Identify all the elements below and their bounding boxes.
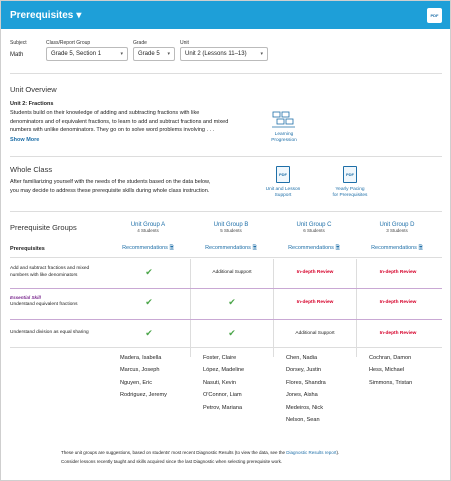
learning-progression-label: Progression bbox=[271, 138, 297, 144]
group-c-header bbox=[274, 222, 354, 233]
recommendations-label: Recommendations bbox=[205, 245, 251, 251]
student-name: Jones, Aisha bbox=[286, 392, 318, 399]
checkmark-icon: ✔ bbox=[145, 266, 153, 277]
document-icon: 🗎 bbox=[335, 245, 340, 251]
yearly-pacing-label: Yearly Pacing bbox=[335, 187, 365, 192]
group-b-header bbox=[191, 222, 271, 233]
student-name: Rodriguez, Jeremy bbox=[120, 392, 167, 399]
cell-in-depth-review: In-depth Review bbox=[296, 299, 334, 305]
page-title-dropdown[interactable] bbox=[10, 10, 81, 21]
subject-label: Subject bbox=[10, 40, 27, 46]
cell-additional-support: Additional Support bbox=[212, 269, 252, 275]
unit-lesson-support-label: Unit and Lesson bbox=[265, 187, 301, 192]
student-name: Nguyen, Eric bbox=[120, 379, 153, 386]
student-name: Flores, Shandra bbox=[286, 379, 326, 386]
student-name: Chen, Nadia bbox=[286, 355, 318, 361]
unit-select-value: Unit 2 (Lessons 11–13) bbox=[185, 51, 247, 57]
group-d-header bbox=[357, 222, 437, 233]
recommendations-link-b[interactable] bbox=[191, 244, 271, 253]
grade-select-value: Grade 5 bbox=[138, 51, 160, 57]
student-name: Foster, Claire bbox=[203, 355, 237, 361]
skill-text: Add and subtract fractions and mixed bbox=[10, 266, 90, 271]
divider bbox=[10, 288, 442, 289]
student-list-d bbox=[369, 352, 441, 389]
recommendations-label: Recommendations bbox=[122, 245, 168, 251]
recommendations-label: Recommendations bbox=[288, 245, 334, 251]
unit-lesson-support-link[interactable] bbox=[253, 187, 313, 200]
prerequisite-skill bbox=[10, 329, 108, 336]
group-count: 6 Students bbox=[303, 228, 325, 233]
divider bbox=[10, 73, 442, 74]
footer-line-1 bbox=[61, 448, 451, 457]
student-list-c bbox=[286, 352, 356, 426]
whole-class-line: After familiarizing yourself with the needs of the students based on the data below, bbox=[10, 179, 211, 185]
whole-class-description bbox=[10, 178, 265, 195]
prerequisites-column-header: Prerequisites bbox=[10, 246, 45, 252]
skill-text: Understand division as equal sharing bbox=[10, 330, 89, 335]
show-more-link[interactable]: Show More bbox=[10, 137, 40, 143]
divider bbox=[10, 319, 442, 320]
class-select-value: Grade 5, Section 1 bbox=[51, 51, 102, 57]
checkmark-icon: ✔ bbox=[145, 296, 153, 307]
subject-value: Math bbox=[10, 52, 24, 58]
learning-progression-icon[interactable] bbox=[269, 111, 299, 129]
class-select[interactable] bbox=[46, 47, 128, 61]
unit-description bbox=[10, 109, 265, 135]
unit-lesson-support-pdf[interactable] bbox=[276, 166, 290, 183]
student-list-b bbox=[203, 352, 273, 414]
essential-skill-tag: Essential Skill bbox=[10, 295, 41, 300]
cell-in-depth-review: In-depth Review bbox=[379, 299, 417, 305]
whole-class-title: Whole Class bbox=[10, 165, 53, 174]
unit-overview-title: Unit Overview bbox=[10, 85, 57, 94]
cell-check bbox=[108, 261, 190, 283]
prerequisite-groups-title: Prerequisite Groups bbox=[10, 223, 77, 232]
class-label: Class/Report Group bbox=[46, 40, 91, 46]
unit-description-line: denominators and of equivalent fractions, to learn to add and subtract fractions and mixed bbox=[10, 118, 229, 125]
group-count: 3 Students bbox=[386, 228, 408, 233]
footer-note bbox=[61, 448, 451, 466]
cell-check bbox=[108, 291, 190, 313]
grade-label: Grade bbox=[133, 40, 147, 46]
unit-name: Unit 2: Fractions bbox=[10, 101, 54, 107]
learning-progression-link[interactable] bbox=[259, 132, 309, 145]
divider bbox=[10, 211, 442, 212]
footer-text: These unit groups are suggestions, based on students' most recent Diagnostic Results (to view the data, see the bbox=[61, 450, 285, 455]
learning-progression-label: Learning bbox=[274, 132, 294, 137]
yearly-pacing-link[interactable] bbox=[320, 187, 380, 200]
recommendations-link-d[interactable] bbox=[357, 244, 437, 253]
document-icon: 🗎 bbox=[418, 245, 423, 251]
chevron-down-icon: ▾ bbox=[260, 51, 263, 57]
student-name: López, Madeline bbox=[203, 367, 245, 374]
student-name: Dorsey, Justin bbox=[286, 367, 322, 374]
diagnostic-results-report-link[interactable]: Diagnostic Results report bbox=[286, 450, 337, 455]
group-a-header bbox=[108, 222, 188, 233]
cell-check bbox=[191, 322, 273, 344]
pdf-icon: PDF bbox=[276, 166, 290, 183]
student-name: Madera, Isabella bbox=[120, 355, 162, 361]
grade-select[interactable] bbox=[133, 47, 175, 61]
checkmark-icon: ✔ bbox=[228, 296, 236, 307]
student-name: Nasuti, Kevin bbox=[203, 379, 236, 386]
group-name: Unit Group D bbox=[379, 222, 415, 228]
unit-label: Unit bbox=[180, 40, 189, 46]
pdf-icon: PDF bbox=[430, 12, 439, 18]
student-name: Petrov, Mariana bbox=[203, 404, 243, 411]
cell-check bbox=[191, 291, 273, 313]
prerequisite-skill bbox=[10, 294, 108, 308]
cell-additional-support: Additional Support bbox=[295, 330, 335, 336]
document-icon: 🗎 bbox=[252, 245, 257, 251]
unit-description-line: Students build on their knowledge of adding and subtracting fractions with like bbox=[10, 110, 200, 116]
footer-text: ). bbox=[336, 450, 340, 455]
group-count: 4 Students bbox=[137, 228, 159, 233]
page-title: Prerequisites bbox=[10, 9, 74, 21]
prerequisite-skill bbox=[10, 265, 108, 279]
document-icon: 🗎 bbox=[169, 245, 174, 251]
yearly-pacing-label: for Prerequisites bbox=[332, 193, 368, 199]
whole-class-line: you may decide to address these prerequisite skills during whole class instruction. bbox=[10, 187, 210, 194]
recommendations-label: Recommendations bbox=[371, 245, 417, 251]
divider bbox=[10, 257, 442, 258]
checkmark-icon: ✔ bbox=[228, 327, 236, 338]
yearly-pacing-pdf[interactable] bbox=[343, 166, 357, 183]
group-count: 5 Students bbox=[220, 228, 242, 233]
student-name: Medeiros, Nick bbox=[286, 404, 323, 411]
pdf-download-button[interactable] bbox=[427, 8, 442, 23]
chevron-down-icon: ▾ bbox=[76, 9, 82, 21]
pdf-icon: PDF bbox=[343, 166, 357, 183]
cell-in-depth-review: In-depth Review bbox=[379, 269, 417, 275]
chevron-down-icon: ▾ bbox=[120, 51, 123, 57]
student-name: Marcus, Joseph bbox=[120, 367, 160, 374]
divider bbox=[10, 347, 442, 348]
skill-text: numbers with like denominators bbox=[10, 273, 78, 278]
unit-description-line: numbers with unlike denominators. They go on to solve word problems involving . . . bbox=[10, 127, 215, 134]
skill-text: Understand equivalent fractions bbox=[10, 302, 78, 307]
page-header bbox=[1, 1, 450, 29]
student-name: Simmons, Tristan bbox=[369, 379, 413, 386]
student-name: Hess, Michael bbox=[369, 367, 405, 374]
group-name: Unit Group A bbox=[130, 222, 166, 228]
student-name: O'Connor, Liam bbox=[203, 392, 242, 399]
unit-lesson-support-label: Support bbox=[274, 193, 292, 199]
divider bbox=[10, 156, 442, 157]
recommendations-link-a[interactable] bbox=[108, 244, 188, 253]
cell-in-depth-review: In-depth Review bbox=[296, 269, 334, 275]
group-name: Unit Group C bbox=[296, 222, 332, 228]
cell-in-depth-review: In-depth Review bbox=[379, 330, 417, 336]
recommendations-link-c[interactable] bbox=[274, 244, 354, 253]
chevron-down-icon: ▾ bbox=[167, 51, 170, 57]
group-name: Unit Group B bbox=[213, 222, 249, 228]
student-name: Nelson, Sean bbox=[286, 417, 320, 424]
unit-select[interactable] bbox=[180, 47, 268, 61]
cell-check bbox=[108, 322, 190, 344]
student-list-a bbox=[120, 352, 190, 402]
student-name: Cochran, Damon bbox=[369, 355, 412, 361]
checkmark-icon: ✔ bbox=[145, 327, 153, 338]
footer-line-2: Consider lessons recently taught and skills acquired since the last Diagnostic when selecting prerequisite work. bbox=[61, 459, 283, 464]
